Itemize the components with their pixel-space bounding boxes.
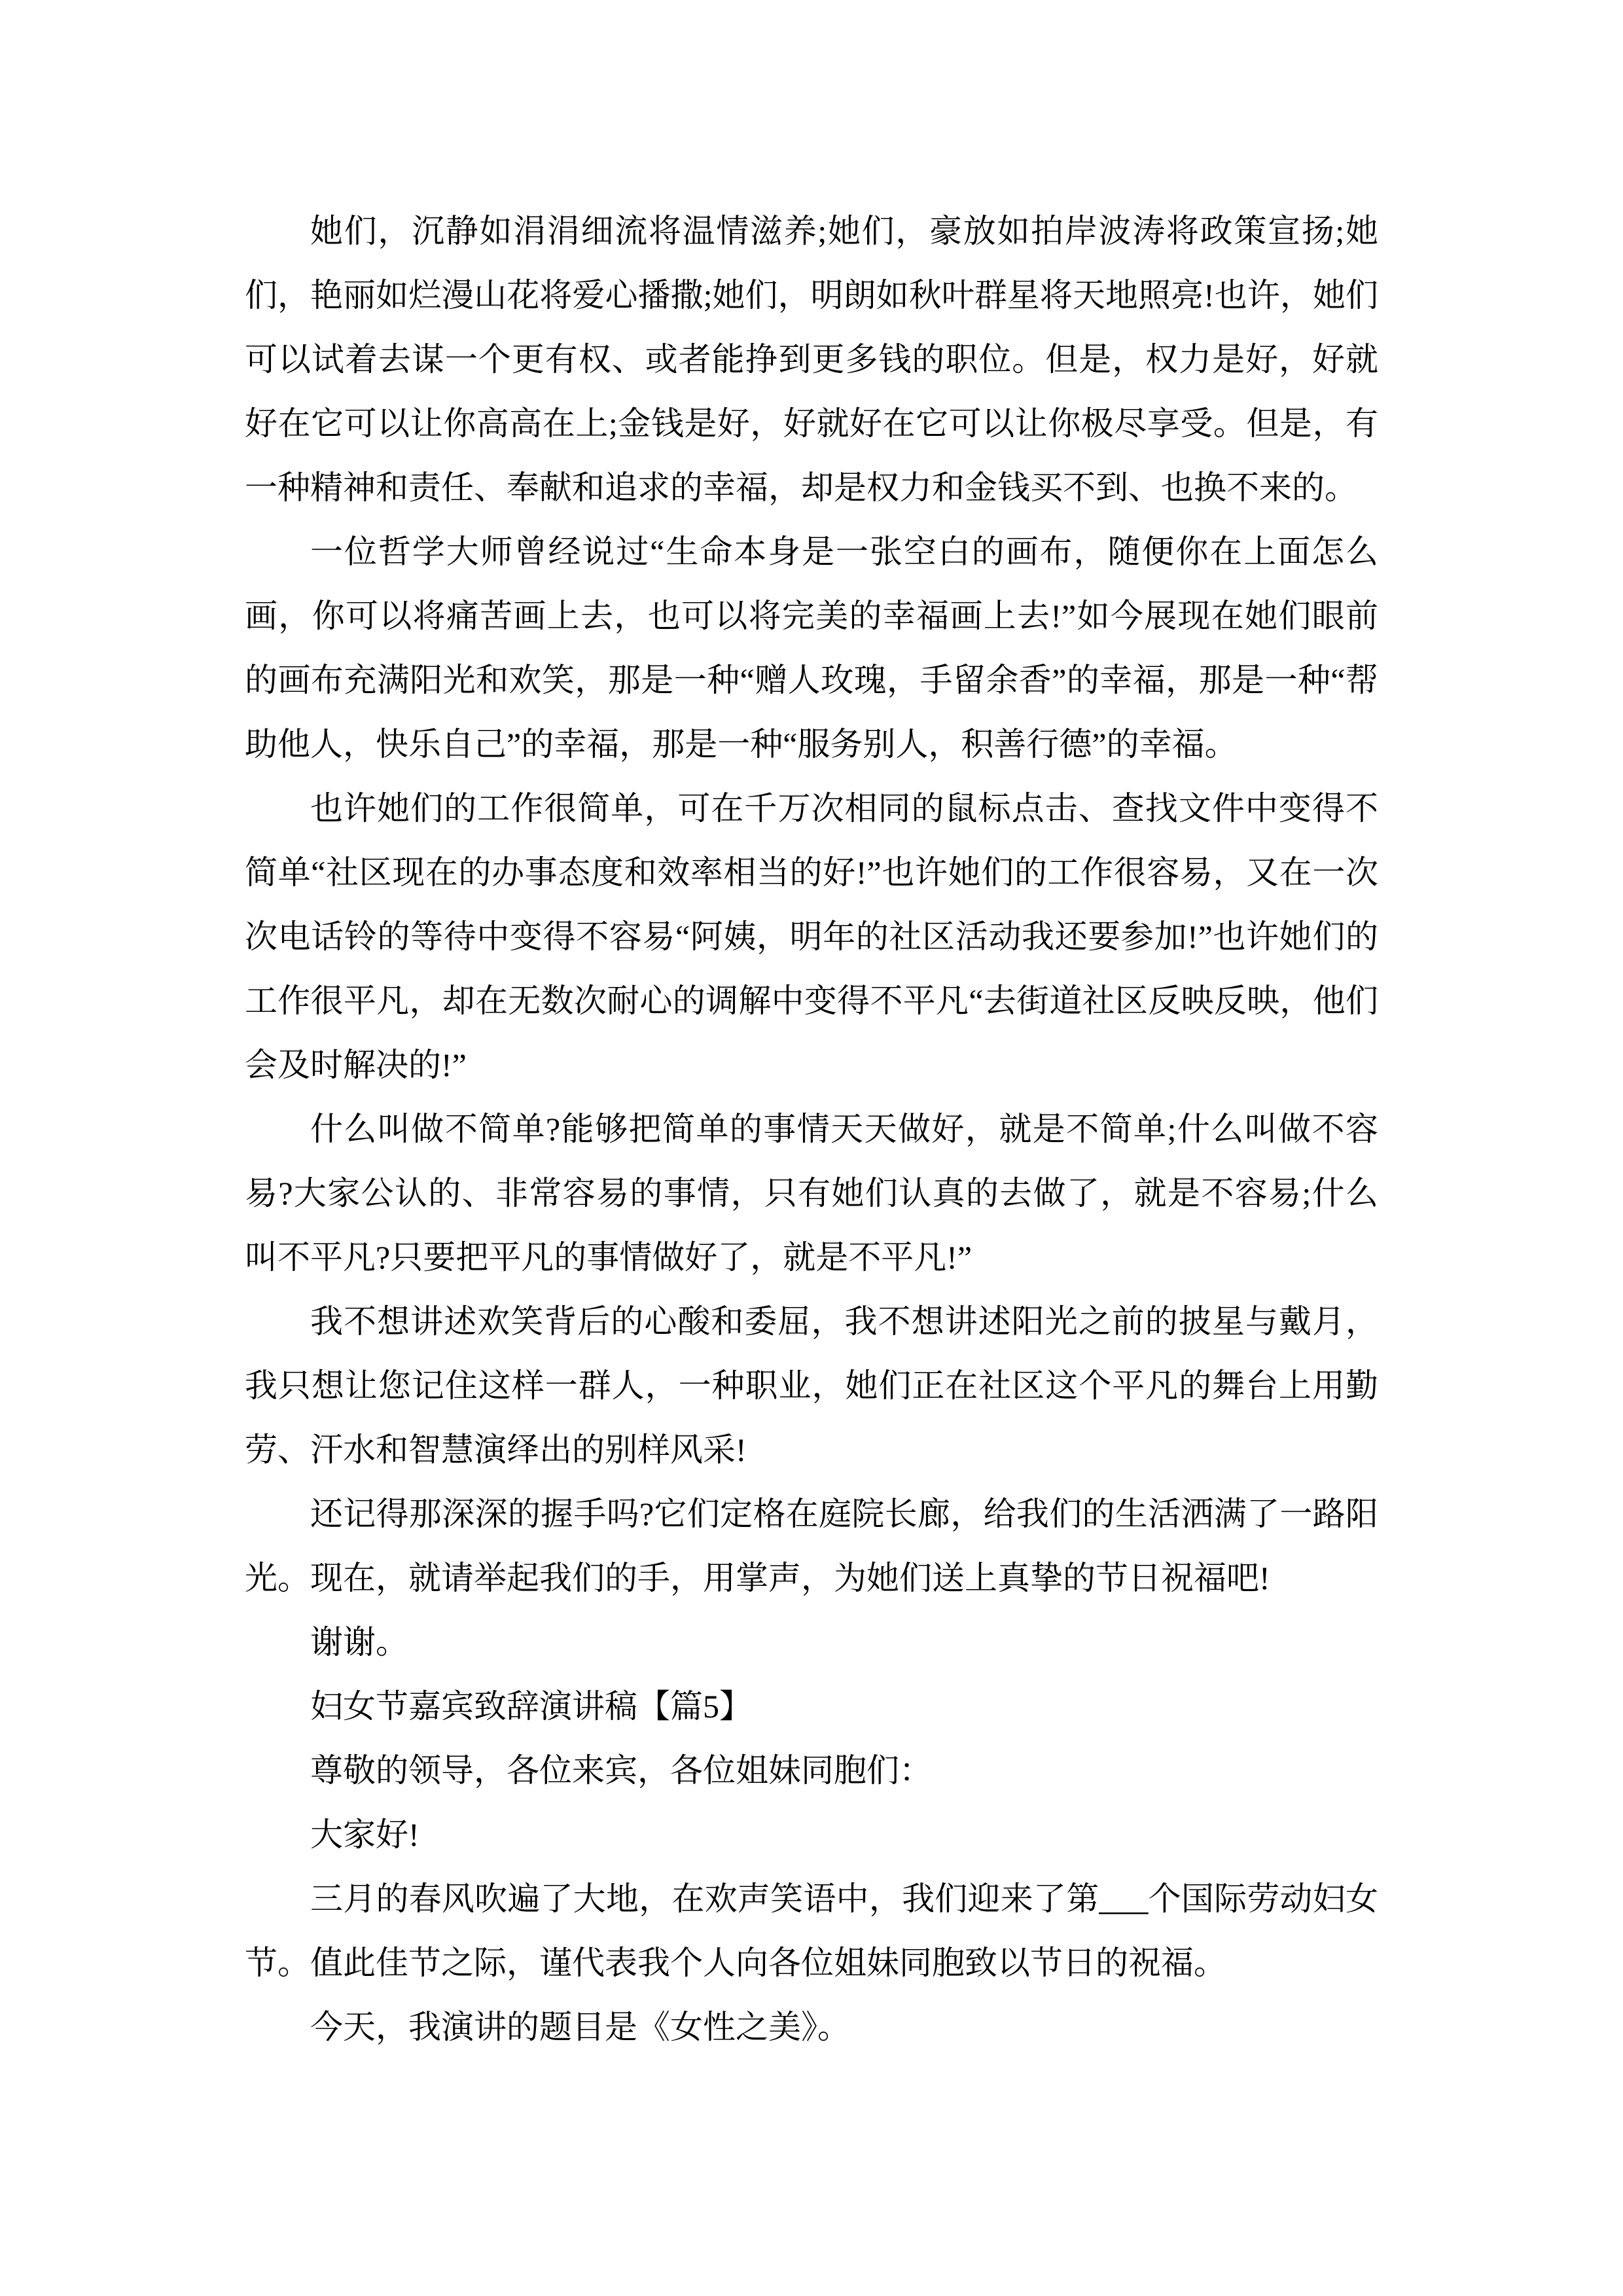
paragraph: 我不想讲述欢笑背后的心酸和委屈，我不想讲述阳光之前的披星与戴月，我只想让您记住这样一群人，一种职业，她们正在社区这个平凡的舞台上用勤劳、汗水和智慧演绎出的别样风采! [245, 1303, 1378, 1468]
paragraph-salutation: 尊敬的领导，各位来宾，各位姐妹同胞们： [310, 1752, 932, 1789]
paragraph: 一位哲学大师曾经说过“生命本身是一张空白的画布，随便你在上面怎么画，你可以将痛苦画上去，也可以将完美的幸福画上去!”如今展现在她们眼前的画布充满阳光和欢笑，那是一种“赠人玫瑰，手留余香”的幸福，那是一种“帮助他人，快乐自己”的幸福，那是一种“服务别人，积善行德”的幸福。 [245, 533, 1378, 762]
document-body [245, 199, 1378, 2059]
paragraph-thanks: 谢谢。 [310, 1624, 408, 1660]
paragraph: 什么叫做不简单?能够把简单的事情天天做好，就是不简单;什么叫做不容易?大家公认的、非常容易的事情，只有她们认真的去做了，就是不容易;什么叫不平凡?只要把平凡的事情做好了，就是不平凡!” [245, 1111, 1378, 1276]
paragraph: 她们，沉静如涓涓细流将温情滋养;她们，豪放如拍岸波涛将政策宣扬;她们，艳丽如烂漫山花将爱心播撒;她们，明朗如秋叶群星将天地照亮!也许，她们可以试着去谋一个更有权、或者能挣到更多钱的职位。但是，权力是好，好就好在它可以让你高高在上;金钱是好，好就好在它可以让你极尽享受。但是，有一种精神和责任、奉献和追求的幸福，却是权力和金钱买不到、也换不来的。 [245, 213, 1378, 506]
paragraph: 今天，我演讲的题目是《女性之美》。 [310, 2009, 850, 2045]
section-heading: 妇女节嘉宾致辞演讲稿【篇5】 [310, 1688, 752, 1725]
paragraph: 也许她们的工作很简单，可在千万次相同的鼠标点击、查找文件中变得不简单“社区现在的办事态度和效率相当的好!”也许她们的工作很容易，又在一次次电话铃的等待中变得不容易“阿姨，明年的社区活动我还要参加!”也许她们的工作很平凡，却在无数次耐心的调解中变得不平凡“去街道社区反映反映，他们会及时解决的!” [245, 790, 1378, 1083]
paragraph: 三月的春风吹遍了大地，在欢声笑语中，我们迎来了第___个国际劳动妇女节。值此佳节之际，谨代表我个人向各位姐妹同胞致以节日的祝福。 [245, 1880, 1378, 1981]
paragraph-greeting: 大家好! [310, 1816, 419, 1853]
paragraph: 还记得那深深的握手吗?它们定格在庭院长廊，给我们的生活洒满了一路阳光。现在，就请举起我们的手，用掌声，为她们送上真挚的节日祝福吧! [245, 1496, 1378, 1596]
